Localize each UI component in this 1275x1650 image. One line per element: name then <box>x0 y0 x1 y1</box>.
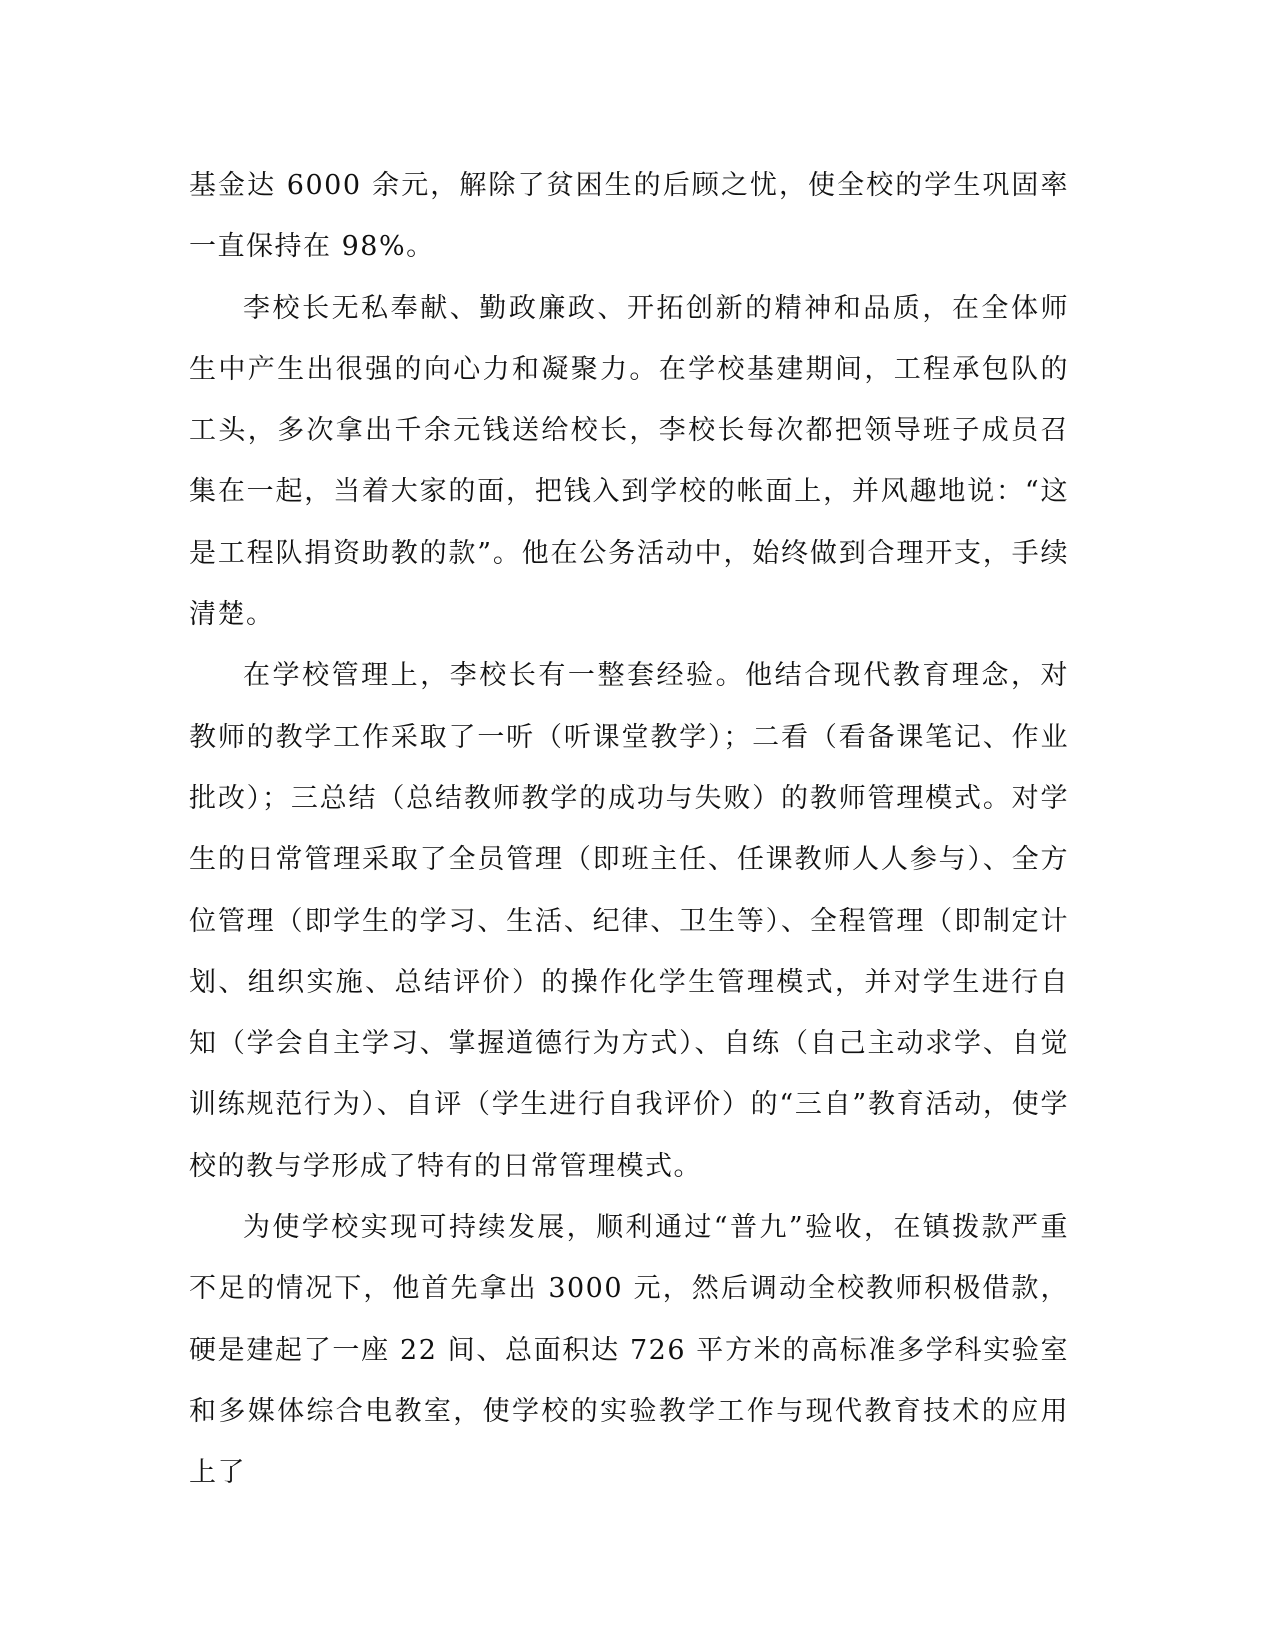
paragraph-4: 为使学校实现可持续发展，顺利通过“普九”验收，在镇拨款严重不足的情况下，他首先拿出 3000 元，然后调动全校教师积极借款，硬是建起了一座 22 间、总面积达 726 平方米的高标准多学科实验室和多媒体综合电教室，使学校的实验教学工作与现代教育技术的应用上了 <box>189 1212 1069 1489</box>
body-text <box>189 155 1069 1504</box>
paragraph-3: 在学校管理上，李校长有一整套经验。他结合现代教育理念，对教师的教学工作采取了一听（听课堂教学）；二看（看备课笔记、作业批改）；三总结（总结教师教学的成功与失败）的教师管理模式。对学生的日常管理采取了全员管理（即班主任、任课教师人人参与）、全方位管理（即学生的学习、生活、纪律、卫生等）、全程管理（即制定计划、组织实施、总结评价）的操作化学生管理模式，并对学生进行自知（学会自主学习、掌握道德行为方式）、自练（自己主动求学、自觉训练规范行为）、自评（学生进行自我评价）的“三自”教育活动，使学校的教与学形成了特有的日常管理模式。 <box>189 660 1069 1182</box>
paragraph-1: 基金达 6000 余元，解除了贫困生的后顾之忧，使全校的学生巩固率一直保持在 98%。 <box>189 170 1069 263</box>
paragraph-2: 李校长无私奉献、勤政廉政、开拓创新的精神和品质，在全体师生中产生出很强的向心力和凝聚力。在学校基建期间，工程承包队的工头，多次拿出千余元钱送给校长，李校长每次都把领导班子成员召集在一起，当着大家的面，把钱入到学校的帐面上，并风趣地说：“这是工程队捐资助教的款”。他在公务活动中，始终做到合理开支，手续清楚。 <box>189 292 1069 631</box>
